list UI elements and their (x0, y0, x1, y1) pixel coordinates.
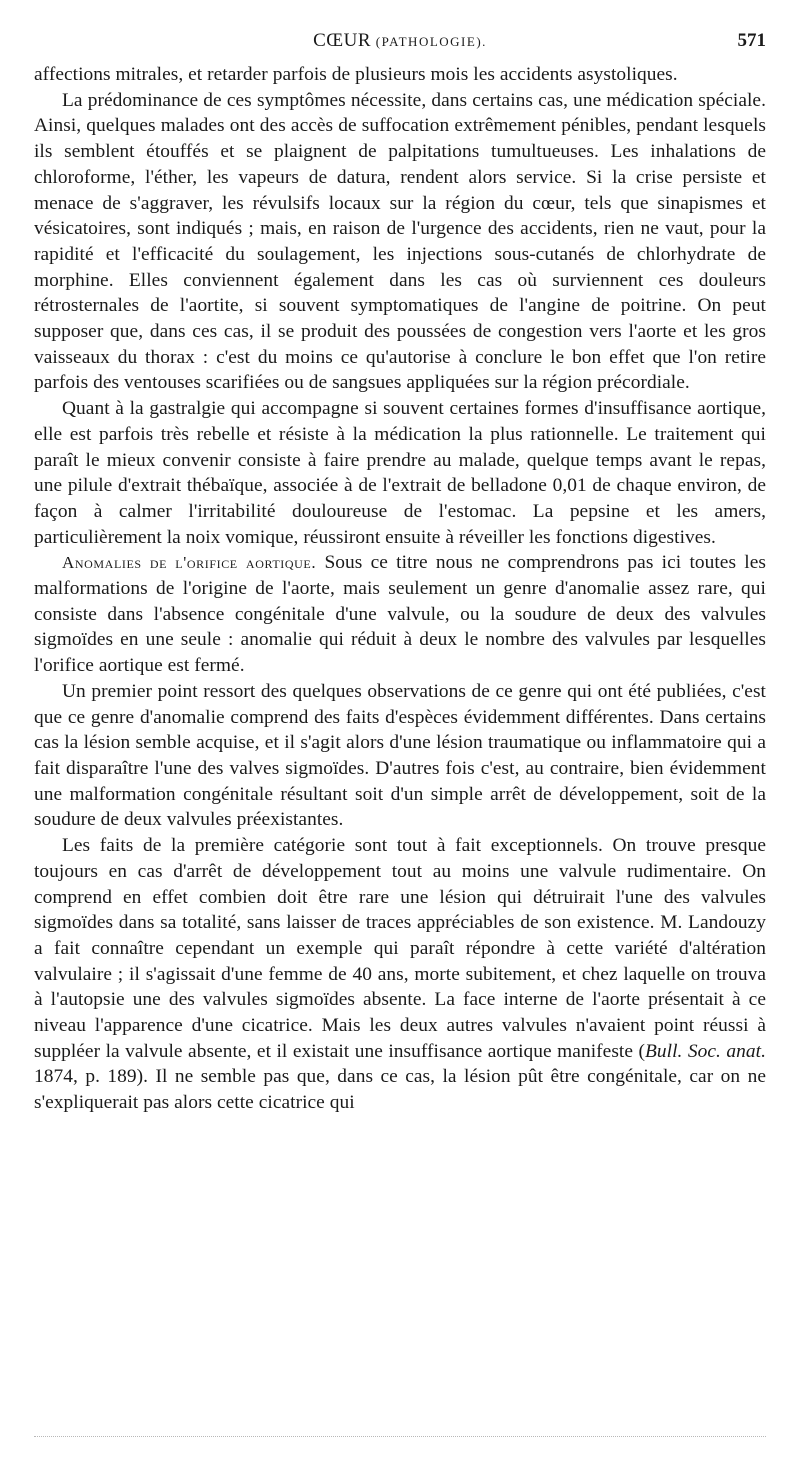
footer-rule (34, 1436, 766, 1437)
citation-journal: Bull. Soc. anat. (645, 1040, 766, 1062)
paragraph-gastralgia: Quant à la gastralgie qui accompagne si souvent certaines formes d'insuffisance aortique, elle est parfois très rebelle et résiste à la médication la plus rationnelle. Le traitement qui paraît le mieux convenir consiste à faire prendre au malade, quelque temps avant le repas, une pilule d'extrait thébaïque, associée à de l'extrait de belladone 0,01 de chaque environ, de façon à calmer l'irritabilité douloureuse de l'estomac. La pepsine et les amers, particulièrement la noix vomique, réussiront ensuite à réveiller les fonctions digestives. (34, 398, 766, 548)
paragraph-first-category: Les faits de la première catégorie sont tout à fait exceptionnels. On trouve presque toujours en cas d'arrêt de développement tout au moins une valvule rudimentaire. On comprend en effet combien doit être rare une lésion qui détruirait l'une des valvules sigmoïdes dans sa totalité, sans laisser de traces appréciables de son existence. M. Landouzy a fait connaître cependant un exemple qui paraît répondre à cette variété d'altération valvulaire ; il s'agissait d'une femme de 40 ans, morte subitement, et chez laquelle on trouva à l'autopsie une des valvules sigmoïdes absente. La face interne de l'aorte présentait à ce niveau l'apparence d'une cicatrice. Mais les deux autres valvules n'avaient point réussi à suppléer la valvule absente, et il existait une insuffisance aortique manifeste (Bull. Soc. anat. 1874, p. 189). Il ne semble pas que, dans ce cas, la lésion pût être congénitale, car on ne s'expliquerait pas alors cette cicatrice qui (34, 835, 766, 1114)
text-body (34, 62, 766, 1116)
page-number: 571 (737, 30, 766, 51)
running-header (34, 30, 766, 60)
header-subtitle: (PATHOLOGIE). (375, 34, 487, 49)
paragraph-first-point: Un premier point ressort des quelques observations de ce genre qui ont été publiées, c'est que ce genre d'anomalie comprend des faits d'espèces évidemment différentes. Dans certains cas la lésion semble acquise, et il s'agit alors d'une lésion traumatique ou inflammatoire qui a fait disparaître l'une des valves sigmoïdes. D'autres fois c'est, au contraire, bien évidemment une malformation congénitale résultant soit d'un simple arrêt de développement, soit de la soudure de deux valvules préexistantes. (34, 680, 766, 831)
paragraph-first-category-text: Les faits de la première catégorie sont tout à fait exceptionnels. On trouve presque toujours en cas d'arrêt de développement tout au moins une valvule rudimentaire. On comprend en effet combien doit être rare une lésion qui détruirait l'une des valvules sigmoïdes dans sa totalité, sans laisser de traces appréciables de son existence. M. Landouzy a fait connaître cependant un exemple qui paraît répondre à cette variété d'altération valvulaire ; il s'agissait d'une femme de 40 ans, morte subitement, et chez laquelle on trouva à l'autopsie une des valvules sigmoïdes absente. La face interne de l'aorte présentait à ce niveau l'apparence d'une cicatrice. Mais les deux autres valvules n'avaient point réussi à suppléer la valvule absente, et il existait une insuffisance aortique manifeste (34, 835, 766, 1062)
section-intro-text: Sous ce titre nous ne comprendrons pas ici toutes les malformations de l'origine de l'aorte, mais seulement un genre d'anomalie assez rare, qui consiste dans l'absence congénitale d'une valvule, ou la soudure de deux des valvules sigmoïdes en une seule : anomalie qui réduit à deux le nombre des valvules par lesquelles l'orifice aortique est fermé. (34, 552, 766, 677)
citation-ref: 1874, p. 189). (34, 1066, 149, 1088)
section-anomalies (34, 550, 766, 679)
paragraph-final-text: Il ne semble pas que, dans ce cas, la lésion pût être congénitale, car on ne s'expliquerait pas alors cette cicatrice qui (34, 1066, 766, 1114)
paragraph-medication: La prédominance de ces symptômes nécessite, dans certains cas, une médication spéciale. Ainsi, quelques malades ont des accès de suffocation extrêmement pénibles, pendant lesquels ils semblent étouffés et se plaignent de palpitations tumultueuses. Les inhalations de chloroforme, l'éther, les vapeurs de datura, rendent alors service. Si la crise persiste et menace de s'aggraver, les révulsifs locaux sur la région du cœur, tels que sinapismes et vésicatoires, sont indiqués ; mais, en raison de l'urgence des accidents, rien ne vaut, pour la rapidité et l'efficacité du soulagement, les injections sous-cutanés de chlorhydrate de morphine. Elles conviennent également dans les cas où surviennent ces douleurs rétrosternales de l'aortite, si souvent symptomatiques de l'angine de poitrine. On peut supposer que, dans ces cas, il se produit des poussées de congestion vers l'aorte et les gros vaisseaux du thorax : c'est du moins ce qu'autorise à conclure le bon effet que l'on retire parfois des ventouses scarifiées ou de sangsues appliquées sur la région précordiale. (34, 89, 766, 394)
section-heading: Anomalies de l'orifice aortique. (62, 553, 317, 573)
header-title: CŒUR (313, 30, 372, 51)
paragraph-continuation: affections mitrales, et retarder parfois de plusieurs mois les accidents asystoliques. (34, 64, 678, 85)
